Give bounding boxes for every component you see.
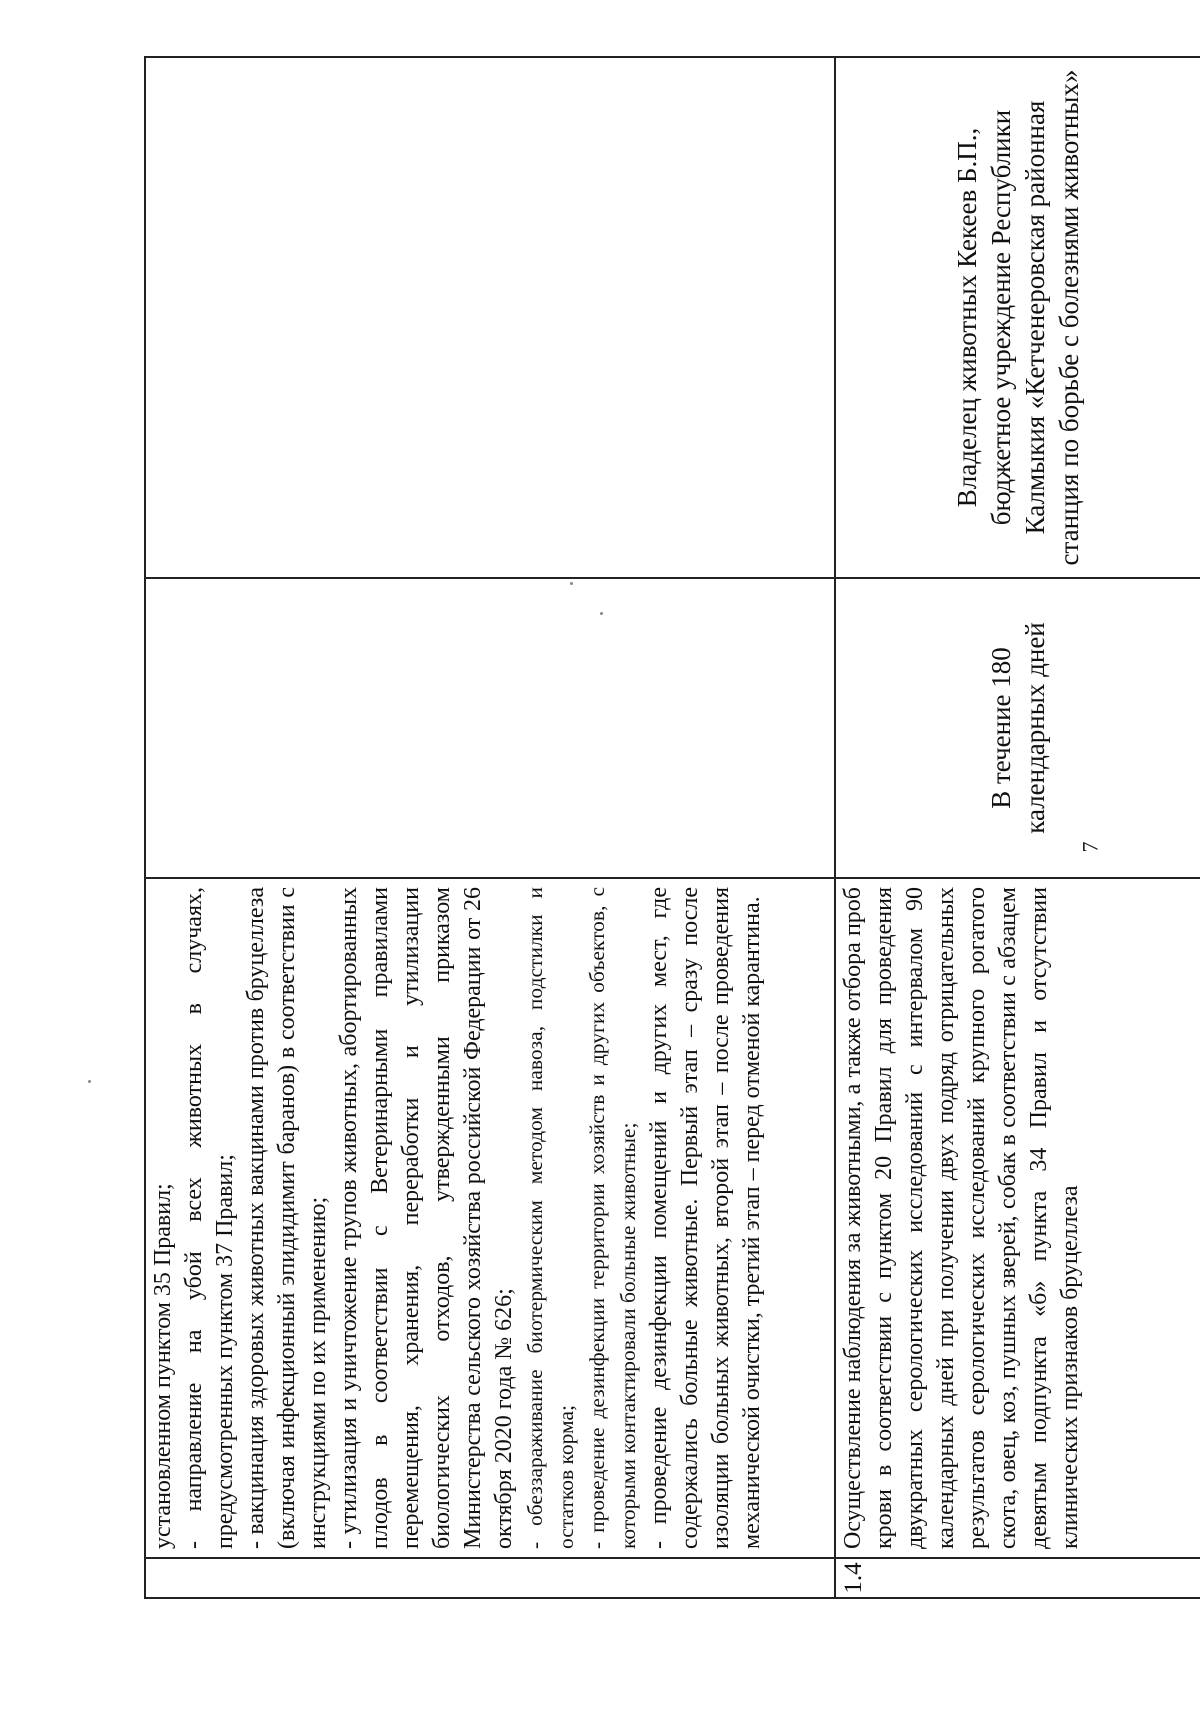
- term-cell: [145, 578, 835, 878]
- table-row: [835, 57, 1200, 1598]
- scan-speck: [570, 582, 573, 585]
- rotated-page: [144, 58, 1200, 1599]
- responsible-cell: [835, 57, 1200, 578]
- term-cell: [835, 578, 1200, 878]
- activity-line: - проведение дезинфекции помещений и других мест, где содержались больные животные. Первый этап – сразу после изоляции больных животных, второй этап – после проведения механической очистки, третий этап – перед отменой карантина.: [646, 887, 765, 1549]
- activity-line: - проведение дезинфекции территории хозяйств и других объектов, с которыми контактировали больные животные;: [585, 887, 640, 1549]
- responsible-text: Владелец животных Кекеев Б.П., бюджетное учреждение Республики Калмыкия «Кетченеровская районная станция по борьбе с болезнями животных»: [952, 69, 1084, 566]
- measures-table: [144, 56, 1200, 1599]
- activity-line: - направление на убой всех животных в случаях, предусмотренных пунктом 37 Правил;: [181, 887, 238, 1549]
- activity-cell: [145, 878, 835, 1558]
- row-number-cell: [145, 1558, 835, 1598]
- activity-line: - утилизация и уничтожение трупов животных, абортированных плодов в соответствии с Ветеринарными правилами перемещения, хранения, переработки и утилизации биологических отходов, утвержденными приказом Министерства сельского хозяйства российской Федерации от 26 октября 2020 года № 626;: [336, 887, 517, 1549]
- scan-speck: [600, 612, 603, 615]
- term-text: В течение 180 календарных дней: [986, 622, 1050, 834]
- row-number-cell: [835, 1558, 1200, 1598]
- page-number: 7: [1077, 841, 1103, 853]
- responsible-cell: [145, 57, 835, 578]
- activity-line: - вакцинация здоровых животных вакцинами против бруцеллеза (включая инфекционный эпидидимит баранов) в соответствии с инструкциями по их применению;: [243, 887, 331, 1549]
- activity-line: установленном пунктом 35 Правил;: [150, 1183, 176, 1549]
- table-row: [145, 57, 835, 1598]
- activity-text: Осуществление наблюдения за животными, а также отбора проб крови в соответствии с пунктом 20 Правил для проведения двукратных серологических исследований с интервалом 90 календарных дней при получении двух подряд отрицательных результатов серологических исследований крупного рогатого скота, овец, коз, пушных зверей, собак в соответствии с абзацем девятым подпункта «б» пункта 34 Правил и отсутствии клинических признаков бруцеллеза: [840, 887, 1083, 1549]
- scan-speck: [88, 1080, 91, 1083]
- activity-line: - обеззараживание биотермическим методом навоза, подстилки и остатков корма;: [523, 887, 578, 1549]
- row-number: 1.4: [840, 1562, 867, 1594]
- activity-cell: [835, 878, 1200, 1558]
